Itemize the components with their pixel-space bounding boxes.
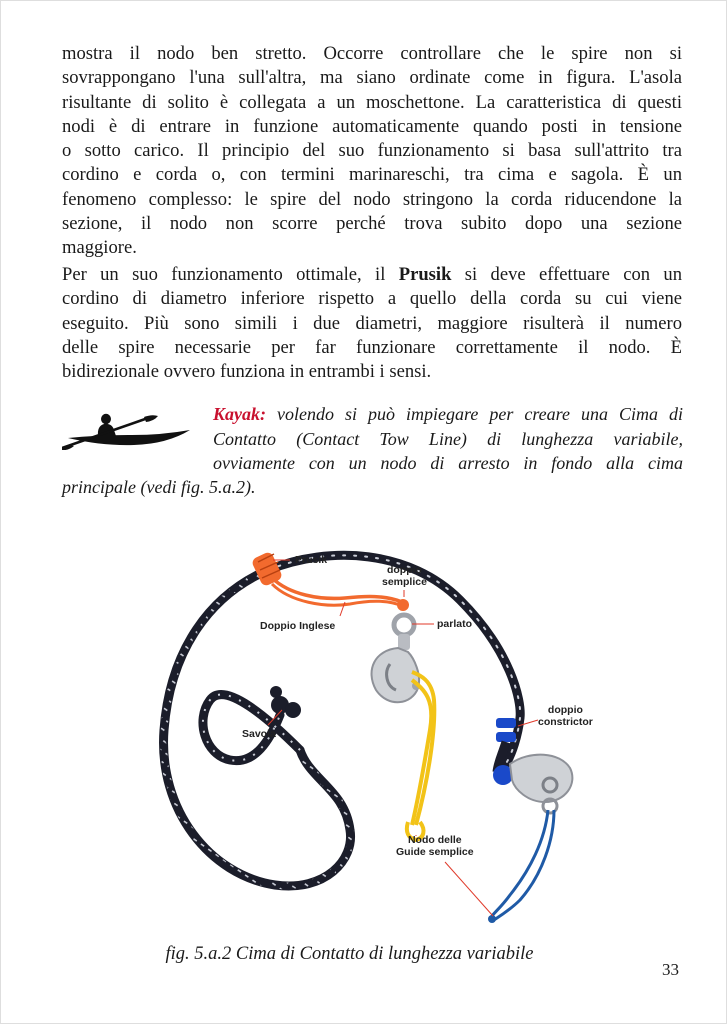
label-savoia: Savoia — [242, 728, 276, 740]
text-run: Per un suo funzionamento ottimale, il — [62, 264, 399, 285]
page-number: 33 — [662, 960, 679, 979]
label-doppio-semplice: doppio semplice — [382, 564, 427, 588]
figure-caption — [0, 944, 727, 965]
text-line: Contatto (Contact Tow Line) di lunghezza variabile, — [213, 428, 683, 449]
text-line: eseguito. Più sono simili i due diametri, maggiore risulterà il numero — [62, 312, 682, 334]
kayak-note-text — [213, 402, 683, 476]
kayaker-silhouette-icon — [62, 408, 200, 450]
text-run: si deve effettuare con un — [451, 264, 682, 285]
text-line: ovviamente con un nodo di arresto in fondo alla cima — [213, 453, 683, 473]
text-line — [213, 402, 683, 427]
text-line: o sotto carico. Il principio del suo funzionamento si basa sull'attrito tra — [62, 140, 682, 162]
rope-figure — [150, 540, 593, 940]
rope-illustration — [150, 540, 590, 940]
text-line: sovrappongano l'una sull'altra, ma siano ordinate come in figura. L'asola — [62, 67, 682, 89]
text-line: delle spire necessarie per far funzionare correttamente il nodo. È — [62, 336, 682, 358]
doppio-semplice-knot — [397, 599, 409, 611]
bold-term-prusik: Prusik — [398, 264, 452, 285]
text-line — [62, 263, 682, 287]
upper-snap-shackle — [372, 615, 420, 702]
label-prusik: Prusik — [295, 554, 328, 566]
label-nodo-delle-guide: Nodo delle Guide semplice — [396, 834, 474, 858]
doppio-constrictor-knot — [496, 718, 516, 742]
caption-text: fig. 5.a.2 Cima di Contatto di lunghezza variabile — [165, 944, 534, 964]
label-doppio-inglese: Doppio Inglese — [260, 620, 336, 632]
kayak-note-last-line: principale (vedi fig. 5.a.2). — [62, 477, 256, 497]
text-line: cordino e corda o, con termini marinareschi, tra cima e sagola. È un — [62, 164, 682, 186]
text-line: risultante di solito è collegata a un moschettone. La caratteristica di questi — [62, 91, 682, 113]
text-line: nodi è di entrare in funzione automaticamente quando posti in tensione — [62, 115, 682, 137]
text-line: mostra il nodo ben stretto. Occorre controllare che le spire non si — [62, 43, 682, 64]
label-parlato: parlato — [437, 618, 473, 630]
text-line: sezione, il nodo non scorre perché trova subito dopo una sezione — [62, 213, 682, 235]
savoia-knot — [270, 686, 301, 718]
text-line: cordino di diametro inferiore rispetto a quello della corda su cui viene — [62, 288, 682, 310]
paragraph-prusik-usage — [62, 263, 682, 384]
text-run: volendo si può impiegare per creare una Cima di — [266, 404, 683, 424]
text-line: maggiore. — [62, 237, 137, 259]
text-line: fenomeno complesso: le spire del nodo stringono la corda riducendone la — [62, 188, 682, 210]
text-line: bidirezionale ovvero funziona in entrambi i sensi. — [62, 361, 432, 383]
label-doppio-constrictor: doppio constrictor — [538, 704, 593, 728]
kayak-keyword: Kayak: — [213, 404, 266, 424]
paragraph-prusik-description — [62, 42, 682, 261]
